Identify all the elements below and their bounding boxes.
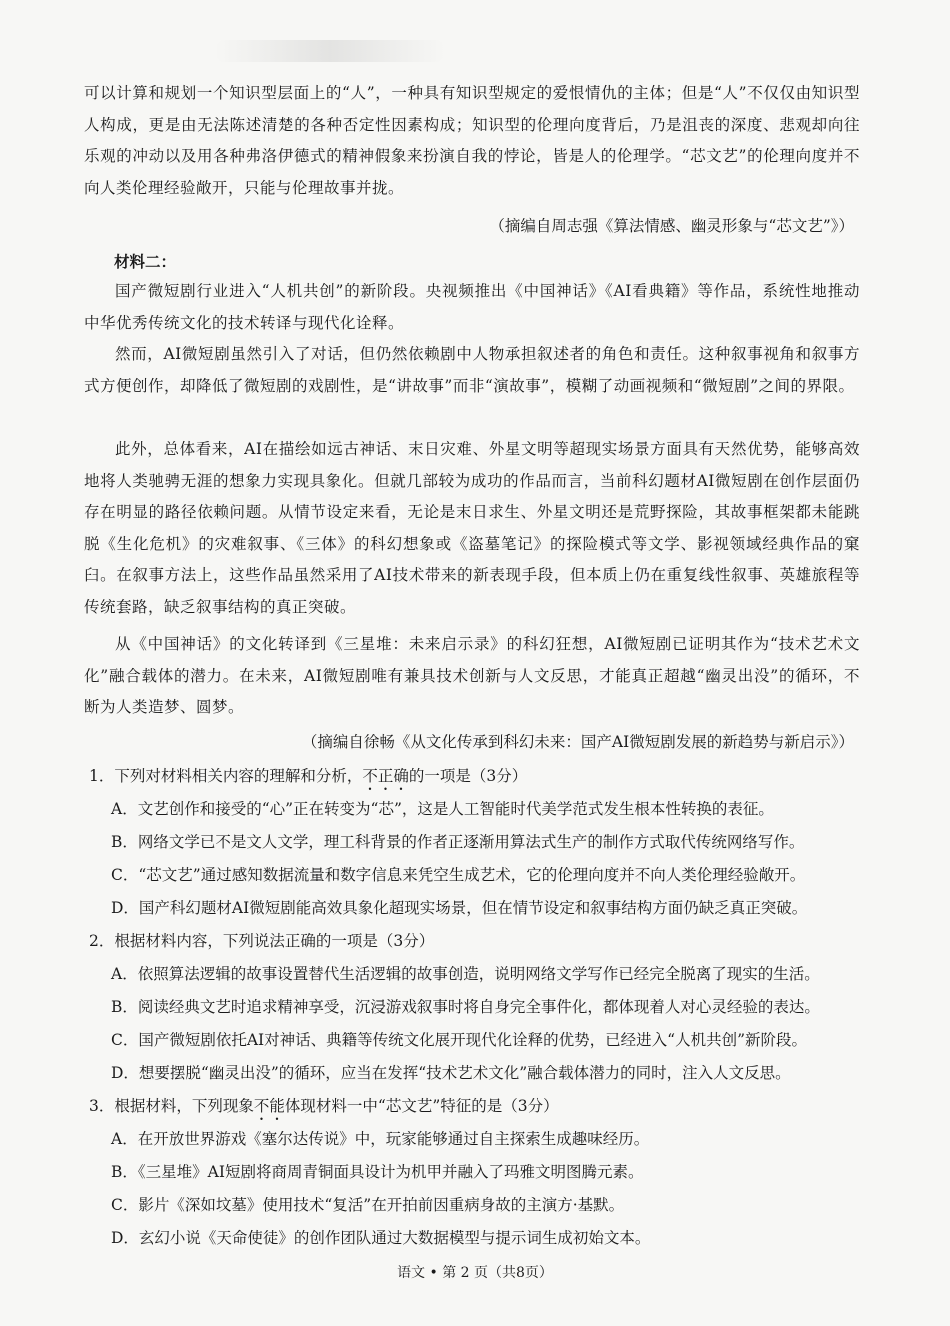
question-1-stem-pre: 1．下列对材料相关内容的理解和分析， <box>89 767 363 785</box>
question-2-option-a: A．依照算法逻辑的故事设置替代生活逻辑的故事创造，说明网络文学写作已经完全脱离了现实的生活。 <box>111 965 820 983</box>
material2-source: （摘编自徐畅《从文化传承到科幻未来：国产AI微短剧发展的新趋势与新启示》） <box>301 733 854 751</box>
material1-continuation: 可以计算和规划一个知识型层面上的“人”，一种具有知识型规定的爱恨情仇的主体；但是“人”不仅仅由知识型人构成，更是由无法陈述清楚的各种否定性因素构成；知识型的伦理向度背后，乃是沮丧的深度、悲观却向往乐观的冲动以及用各种弗洛伊德式的精神假象来扮演自我的悖论，皆是人的伦理学。“芯文艺”的伦理向度并不向人类伦理经验敞开，只能与伦理故事并拢。 <box>84 84 860 197</box>
material2-paragraph-1: 国产微短剧行业进入“人机共创”的新阶段。央视频推出《中国神话》《AI看典籍》等作品，系统性地推动中华优秀传统文化的技术转译与现代化诠释。 <box>84 282 860 332</box>
question-2-option-b: B．阅读经典文艺时追求精神享受，沉浸游戏叙事时将自身完全事件化，都体现着人对心灵经验的表达。 <box>111 998 820 1016</box>
question-3-stem-post: 体现材料一中“芯文艺”特征的是（3分） <box>284 1097 559 1115</box>
question-1-option-c: C．“芯文艺”通过感知数据流量和数字信息来凭空生成艺术，它的伦理向度并不向人类伦理经验敞开。 <box>111 866 806 884</box>
material2-paragraph-2: 然而，AI微短剧虽然引入了对话，但仍然依赖剧中人物承担叙述者的角色和责任。这种叙事视角和叙事方式方便创作，却降低了微短剧的戏剧性，是“讲故事”而非“演故事”，模糊了动画视频和“微短剧”之间的界限。 <box>84 345 860 395</box>
question-1-stem-post: 的一项是（3分） <box>408 767 528 785</box>
question-3-option-d: D．玄幻小说《天命使徒》的创作团队通过大数据模型与提示词生成初始文本。 <box>111 1229 651 1247</box>
question-1-stem-emphasis: 不正确 <box>362 767 409 785</box>
material2-paragraph-4: 从《中国神话》的文化转译到《三星堆：未来启示录》的科幻狂想，AI微短剧已证明其作为“技术艺术文化”融合载体的潜力。在未来，AI微短剧唯有兼具技术创新与人文反思，才能真正超越“幽灵出没”的循环，不断为人类造梦、圆梦。 <box>84 635 860 716</box>
question-2-stem-pre: 2．根据材料内容，下列说法正确的一项是（3分） <box>89 932 435 950</box>
question-3-stem-emphasis: 不能 <box>253 1097 285 1115</box>
question-3-option-c: C．影片《深如坟墓》使用技术“复活”在开拍前因重病身故的主演方·基默。 <box>111 1196 625 1214</box>
question-3-option-a: A．在开放世界游戏《塞尔达传说》中，玩家能够通过自主探索生成趣味经历。 <box>111 1130 650 1148</box>
question-3-option-b: B．《三星堆》AI短剧将商周青铜面具设计为机甲并融入了玛雅文明图腾元素。 <box>111 1163 644 1181</box>
question-2-option-d: D．想要摆脱“幽灵出没”的循环，应当在发挥“技术艺术文化”融合载体潜力的同时，注入人文反思。 <box>111 1064 791 1082</box>
question-2-stem <box>89 927 879 955</box>
question-3-stem-pre: 3．根据材料，下列现象 <box>89 1097 254 1115</box>
question-1-stem <box>89 762 879 794</box>
material2-paragraph-3: 此外，总体看来，AI在描绘如远古神话、末日灾难、外星文明等超现实场景方面具有天然优势，能够高效地将人类驰骋无涯的想象力实现具象化。但就几部较为成功的作品而言，当前科幻题材AI微短剧在创作层面仍存在明显的路径依赖问题。从情节设定来看，无论是末日求生、外星文明还是荒野探险，其故事框架都未能跳脱《生化危机》的灾难叙事、《三体》的科幻想象或《盗墓笔记》的探险模式等文学、影视领域经典作品的窠臼。在叙事方法上，这些作品虽然采用了AI技术带来的新表现手段，但本质上仍在重复线性叙事、英雄旅程等传统套路，缺乏叙事结构的真正突破。 <box>84 440 860 616</box>
question-1-option-b: B．网络文学已不是文人文学，理工科背景的作者正逐渐用算法式生产的制作方式取代传统网络写作。 <box>111 833 805 851</box>
question-1-option-a: A．文艺创作和接受的“心”正在转变为“芯”，这是人工智能时代美学范式发生根本性转换的表征。 <box>111 800 774 818</box>
page-footer: 语文 • 第 2 页（共8页） <box>397 1265 553 1281</box>
question-2-option-c: C．国产微短剧依托AI对神话、典籍等传统文化展开现代化诠释的优势，已经进入“人机共创”新阶段。 <box>111 1031 808 1049</box>
scan-smudge <box>215 40 445 62</box>
question-1-option-d: D．国产科幻题材AI微短剧能高效具象化超现实场景，但在情节设定和叙事结构方面仍缺乏真正突破。 <box>111 899 808 917</box>
material1-source: （摘编自周志强《算法情感、幽灵形象与“芯文艺”》） <box>489 217 854 235</box>
question-3-stem <box>89 1092 879 1124</box>
material2-label: 材料二： <box>114 253 177 271</box>
